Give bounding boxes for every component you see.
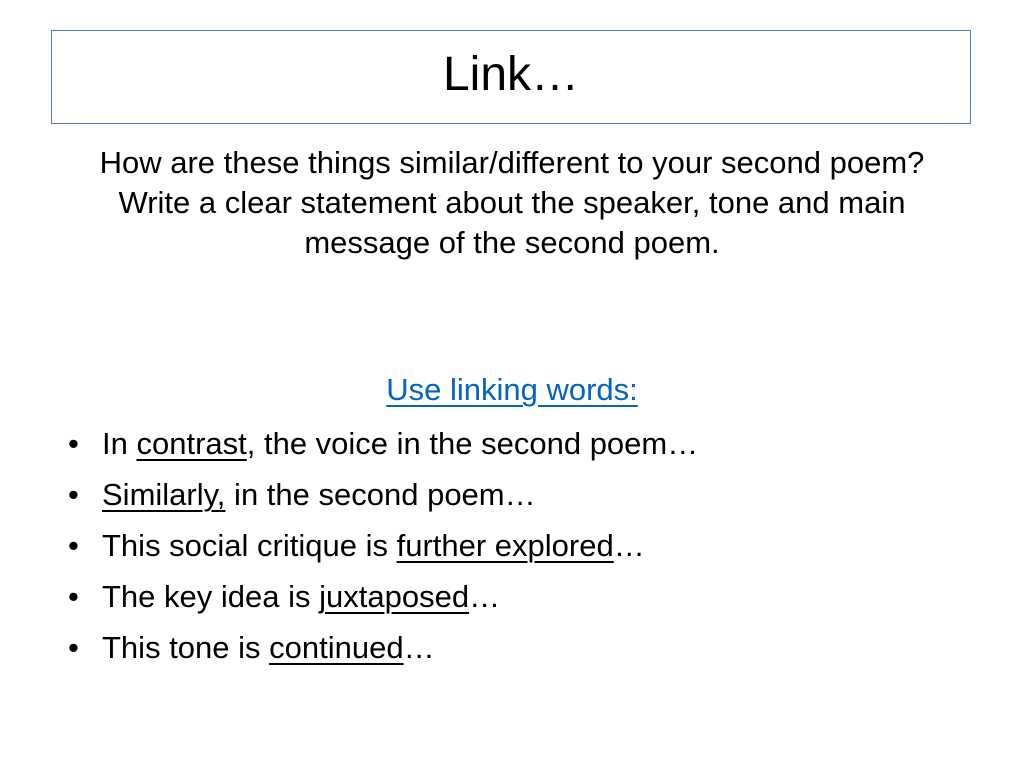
bullet-text-before: The key idea is — [102, 579, 320, 614]
linking-words-list — [58, 421, 978, 676]
linking-words-heading: Use linking words: — [386, 372, 638, 407]
intro-text: How are these things similar/different to your second poem? Write a clear statement about the speaker, tone and main message of the second poem. — [99, 145, 925, 260]
list-item — [58, 523, 978, 574]
bullet-text-after: … — [403, 630, 435, 665]
bullet-underlined-word: Similarly, — [102, 477, 226, 512]
bullet-text-after: , the voice in the second poem… — [246, 426, 699, 461]
bullet-underlined-word: juxtaposed — [319, 579, 470, 614]
slide-title: Link… — [442, 48, 580, 101]
list-item — [58, 625, 978, 676]
bullet-icon: • — [68, 477, 79, 512]
bullet-text-before: This social critique is — [102, 528, 397, 563]
bullet-icon: • — [68, 579, 79, 614]
bullet-text-after: … — [613, 528, 645, 563]
bullet-text-after: in the second poem… — [225, 477, 536, 512]
bullet-icon: • — [68, 426, 79, 461]
bullet-text-after: … — [469, 579, 501, 614]
bullet-icon: • — [68, 630, 79, 665]
bullet-underlined-word: further explored — [396, 528, 614, 563]
bullet-text-before: This tone is — [102, 630, 270, 665]
bullet-icon: • — [68, 528, 79, 563]
bullet-underlined-word: contrast — [136, 426, 247, 461]
bullet-text-before: In — [102, 426, 137, 461]
bullet-underlined-word: continued — [269, 630, 404, 665]
list-item — [58, 472, 978, 523]
list-item — [58, 421, 978, 472]
title-box — [51, 30, 971, 124]
list-item — [58, 574, 978, 625]
